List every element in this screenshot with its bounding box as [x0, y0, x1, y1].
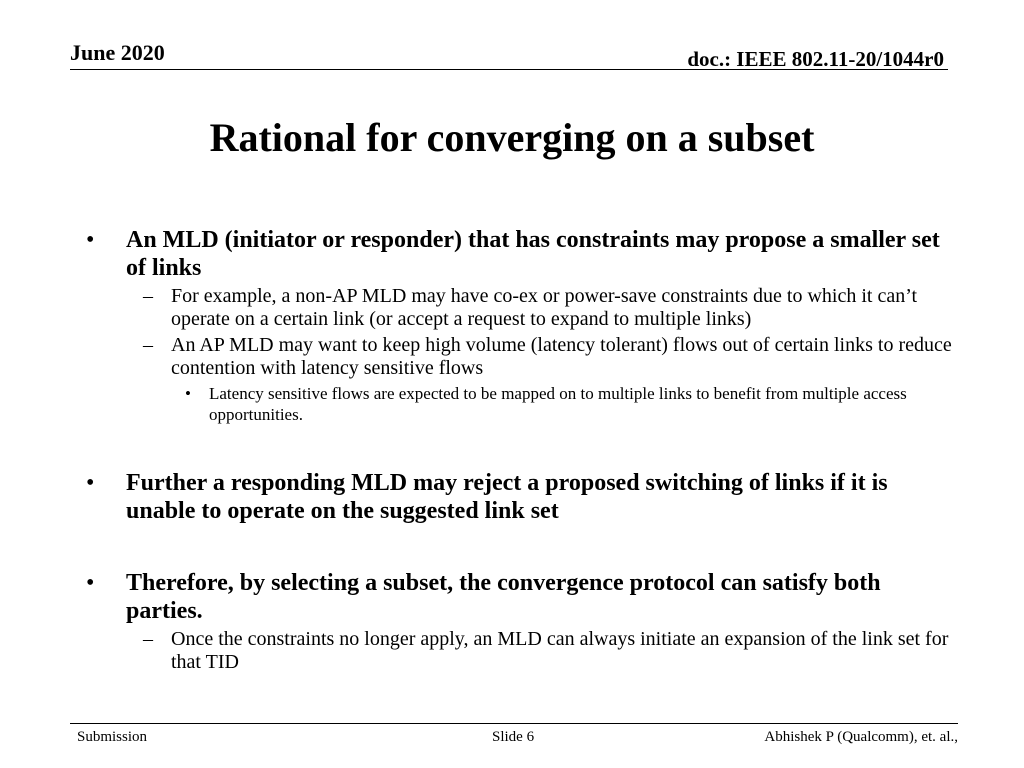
bullet-3-text: Therefore, by selecting a subset, the convergence protocol can satisfy both parties.: [126, 570, 881, 624]
bullet-1-subsub-1-text: Latency sensitive flows are expected to be mapped on to multiple links to benefit from multiple access opportunities.: [209, 384, 907, 424]
bullet-1-subsub-1: [86, 383, 956, 425]
header-date: June 2020: [70, 40, 165, 65]
bullet-2: [86, 469, 956, 525]
footer-slide-number: Slide 6: [492, 729, 535, 745]
footer-author: Abhishek P (Qualcomm), et. al.,: [764, 729, 958, 745]
bullet-1-sub-1-text: For example, a non-AP MLD may have co-ex or power-save constraints due to which it can’t operate on a certain link (or accept a request to expand to multiple links): [171, 285, 918, 330]
bullet-1-sub-1-marker: –: [143, 285, 153, 307]
bullet-1-text: An MLD (initiator or responder) that has constraints may propose a smaller set of links: [126, 227, 940, 281]
footer-submission: Submission: [77, 729, 148, 745]
bullet-3-sub-1-text: Once the constraints no longer apply, an MLD can always initiate an expansion of the link set for that TID: [171, 628, 949, 673]
bullet-3-sub-1-marker: –: [143, 628, 153, 650]
bullet-1: [86, 226, 956, 282]
bullet-1-sub-2-marker: –: [143, 334, 153, 356]
bullet-3-sub-1: [86, 628, 956, 674]
slide-title: Rational for converging on a subset: [209, 115, 815, 160]
bullet-2-marker: •: [86, 470, 95, 496]
bullet-1-marker: •: [86, 227, 95, 253]
footer-divider: [70, 723, 958, 724]
bullet-1-sub-2: [86, 334, 956, 380]
bullet-3: [86, 569, 956, 625]
bullet-2-text: Further a responding MLD may reject a proposed switching of links if it is unable to operate on the suggested link set: [126, 470, 888, 524]
header-doc-id: doc.: IEEE 802.11-20/1044r0: [687, 47, 944, 71]
bullet-1-subsub-1-marker: •: [185, 384, 191, 403]
bullet-1-sub-1: [86, 285, 956, 331]
bullet-3-marker: •: [86, 570, 95, 596]
slide-body: [86, 226, 956, 674]
header-divider: [70, 69, 948, 70]
bullet-1-sub-2-text: An AP MLD may want to keep high volume (latency tolerant) flows out of certain links to reduce contention with latency sensitive flows: [171, 334, 952, 379]
